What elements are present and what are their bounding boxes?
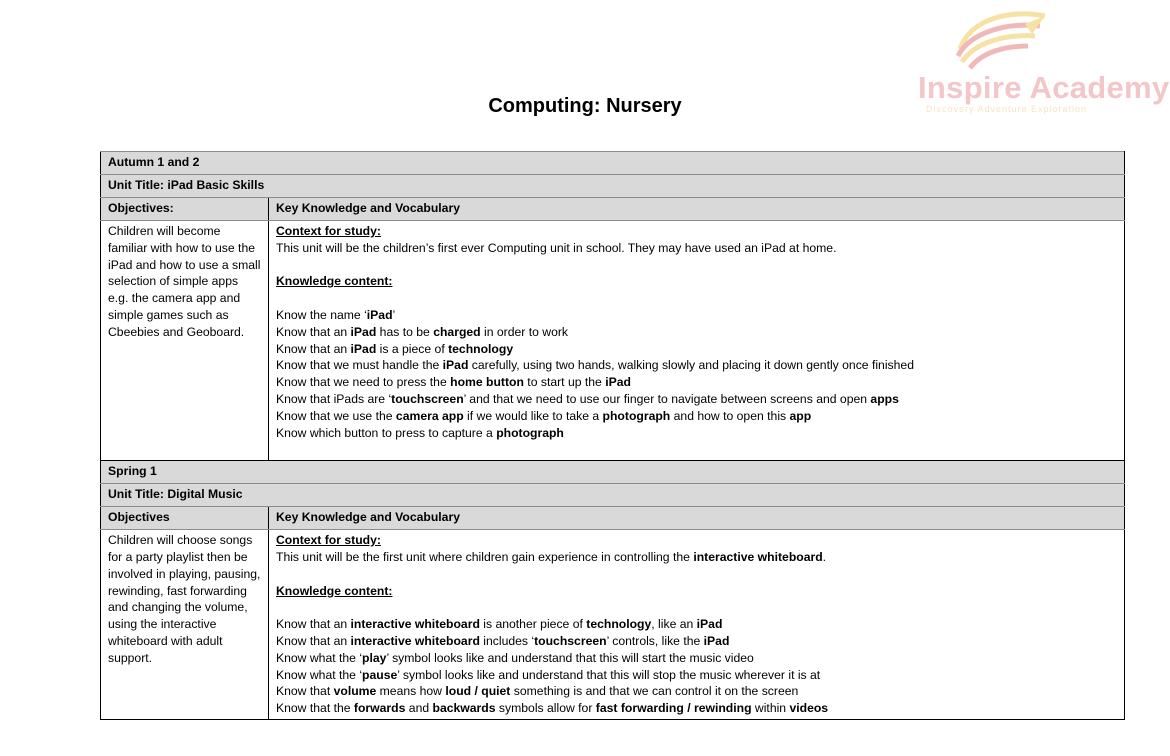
knowledge-list xyxy=(276,307,1117,458)
knowledge-item: Know that the forwards and backwards symbols allow for fast forwarding / rewinding within videos xyxy=(276,701,829,716)
objectives-header: Objectives xyxy=(101,507,269,530)
knowledge-header: Key Knowledge and Vocabulary xyxy=(269,507,1125,530)
content-row xyxy=(101,530,1125,720)
knowledge-item: Know what the ‘play’ symbol looks like and understand that this will start the music video xyxy=(276,650,754,665)
knowledge-item: Know that an iPad has to be charged in order to work xyxy=(276,324,569,339)
knowledge-cell xyxy=(269,530,1125,720)
context-heading: Context for study: xyxy=(276,533,381,548)
content-row xyxy=(101,221,1125,461)
context-text: This unit will be the first unit where children gain experience in controlling the interactive whiteboard. xyxy=(276,549,827,564)
curriculum-table xyxy=(100,151,1125,720)
unit-title-row xyxy=(101,175,1125,198)
knowledge-item: Know that we need to press the home button to start up the iPad xyxy=(276,375,631,390)
knowledge-item: Know that we use the camera app if we would like to take a photograph and how to open this app xyxy=(276,408,812,423)
column-header-row xyxy=(101,198,1125,221)
knowledge-cell xyxy=(269,221,1125,461)
knowledge-item: Know that we must handle the iPad carefully, using two hands, walking slowly and placing it down gently once finished xyxy=(276,358,914,373)
knowledge-item: Know what the ‘pause’ symbol looks like and understand that this will stop the music wherever it is at xyxy=(276,667,821,682)
knowledge-item: Know that an iPad is a piece of technology xyxy=(276,341,514,356)
page-title: Computing: Nursery xyxy=(488,95,682,117)
term-row xyxy=(101,152,1125,175)
knowledge-header: Key Knowledge and Vocabulary xyxy=(269,198,1125,221)
context-heading: Context for study: xyxy=(276,224,381,238)
term-label: Spring 1 xyxy=(101,461,1125,484)
knowledge-heading: Knowledge content: xyxy=(276,583,393,598)
swoosh-globe-icon xyxy=(950,4,1060,74)
knowledge-item: Know that volume means how loud / quiet something is and that we can control it on the screen xyxy=(276,684,799,699)
knowledge-item: Know that iPads are ‘touchscreen’ and that we need to use our finger to navigate between screens and open apps xyxy=(276,391,899,406)
term-label: Autumn 1 and 2 xyxy=(101,152,1125,175)
logo-tagline: Discovery Adventure Exploration xyxy=(926,104,1088,114)
objectives-header: Objectives: xyxy=(101,198,269,221)
objectives-text: Children will become familiar with how to use the iPad and how to use a small selection of simple apps e.g. the camera app and simple games such as Cbeebies and Geoboard. xyxy=(101,221,269,461)
knowledge-item: Know which button to press to capture a photograph xyxy=(276,425,564,440)
context-text: This unit will be the children’s first ever Computing unit in school. They may have used an iPad at home. xyxy=(276,240,837,255)
unit-title-row xyxy=(101,484,1125,507)
knowledge-heading: Knowledge content: xyxy=(276,274,393,289)
objectives-text: Children will choose songs for a party playlist then be involved in playing, pausing, rewinding, fast forwarding and changing the volume, using the interactive whiteboard with adult support. xyxy=(101,530,269,720)
knowledge-list xyxy=(276,616,1117,717)
column-header-row xyxy=(101,507,1125,530)
knowledge-item: Know that an interactive whiteboard includes ‘touchscreen’ controls, like the iPad xyxy=(276,633,730,648)
logo-name: Inspire Academy xyxy=(918,70,1170,105)
knowledge-item: Know the name ‘iPad’ xyxy=(276,307,396,322)
knowledge-item: Know that an interactive whiteboard is another piece of technology, like an iPad xyxy=(276,617,723,632)
unit-title: Unit Title: Digital Music xyxy=(101,484,1125,507)
unit-title: Unit Title: iPad Basic Skills xyxy=(101,175,1125,198)
term-row xyxy=(101,461,1125,484)
